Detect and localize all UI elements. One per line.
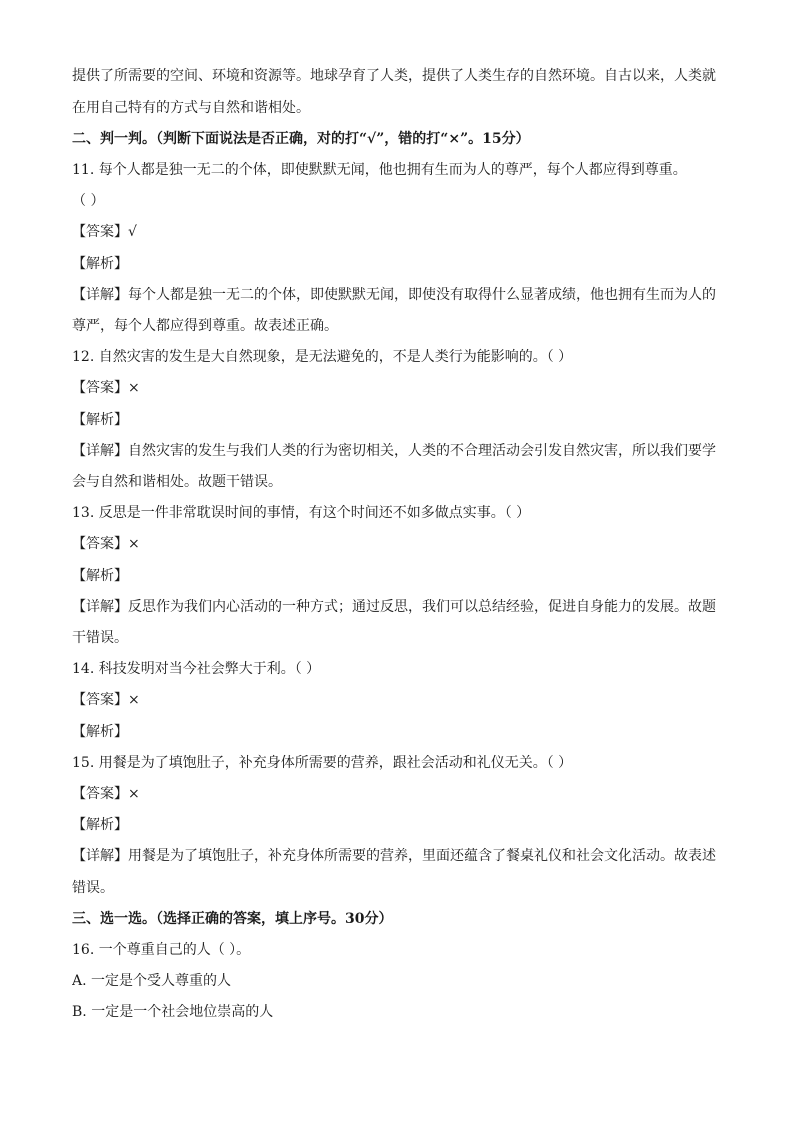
answer-label: 【答案】× — [72, 692, 140, 708]
answer-label: 【答案】× — [72, 380, 140, 396]
analysis-label: 【解析】 — [72, 256, 128, 272]
paragraph-line: 提供了所需要的空间、环境和资源等。地球孕育了人类，提供了人类生存的自然环境。自古以来，人类就 — [72, 68, 716, 84]
detail-line: 干错误。 — [72, 630, 128, 646]
question-15: 15. 用餐是为了填饱肚子，补充身体所需要的营养，跟社会活动和礼仪无关。（ ） — [72, 755, 573, 771]
question-11: 11. 每个人都是独一无二的个体，即使默默无闻，他也拥有生而为人的尊严，每个人都应得到尊重。 — [72, 162, 687, 178]
detail-line: 【详解】自然灾害的发生与我们人类的行为密切相关，人类的不合理活动会引发自然灾害，所以我们要学 — [72, 443, 716, 459]
option-b: B. 一定是一个社会地位崇高的人 — [72, 1004, 274, 1020]
analysis-label: 【解析】 — [72, 817, 128, 833]
section-heading: 三、选一选。（选择正确的答案，填上序号。30分） — [72, 911, 393, 927]
detail-line: 会与自然和谐相处。故题干错误。 — [72, 474, 282, 490]
detail-line: 【详解】每个人都是独一无二的个体，即使默默无闻，即使没有取得什么显著成绩，他也拥有生而为人的 — [72, 287, 716, 303]
section-heading: 二、判一判。（判断下面说法是否正确，对的打“√”，错的打“×”。15分） — [72, 131, 530, 147]
answer-blank: （ ） — [72, 193, 105, 209]
detail-line: 尊严，每个人都应得到尊重。故表述正确。 — [72, 318, 338, 334]
paragraph-line: 在用自己特有的方式与自然和谐相处。 — [72, 100, 310, 116]
analysis-label: 【解析】 — [72, 412, 128, 428]
analysis-label: 【解析】 — [72, 724, 128, 740]
question-16: 16. 一个尊重自己的人（ ）。 — [72, 942, 251, 958]
analysis-label: 【解析】 — [72, 568, 128, 584]
answer-label: 【答案】× — [72, 536, 140, 552]
question-12: 12. 自然灾害的发生是大自然现象，是无法避免的，不是人类行为能影响的。（ ） — [72, 349, 573, 365]
question-13: 13. 反思是一件非常耽误时间的事情，有这个时间还不如多做点实事。（ ） — [72, 505, 531, 521]
option-a: A. 一定是个受人尊重的人 — [72, 973, 232, 989]
question-14: 14. 科技发明对当今社会弊大于利。（ ） — [72, 661, 321, 677]
answer-label: 【答案】× — [72, 786, 140, 802]
detail-line: 【详解】反思作为我们内心活动的一种方式；通过反思，我们可以总结经验，促进自身能力的发展。故题 — [72, 599, 716, 615]
detail-line: 错误。 — [72, 880, 114, 896]
answer-label: 【答案】√ — [72, 224, 137, 240]
detail-line: 【详解】用餐是为了填饱肚子，补充身体所需要的营养，里面还蕴含了餐桌礼仪和社会文化活动。故表述 — [72, 848, 716, 864]
